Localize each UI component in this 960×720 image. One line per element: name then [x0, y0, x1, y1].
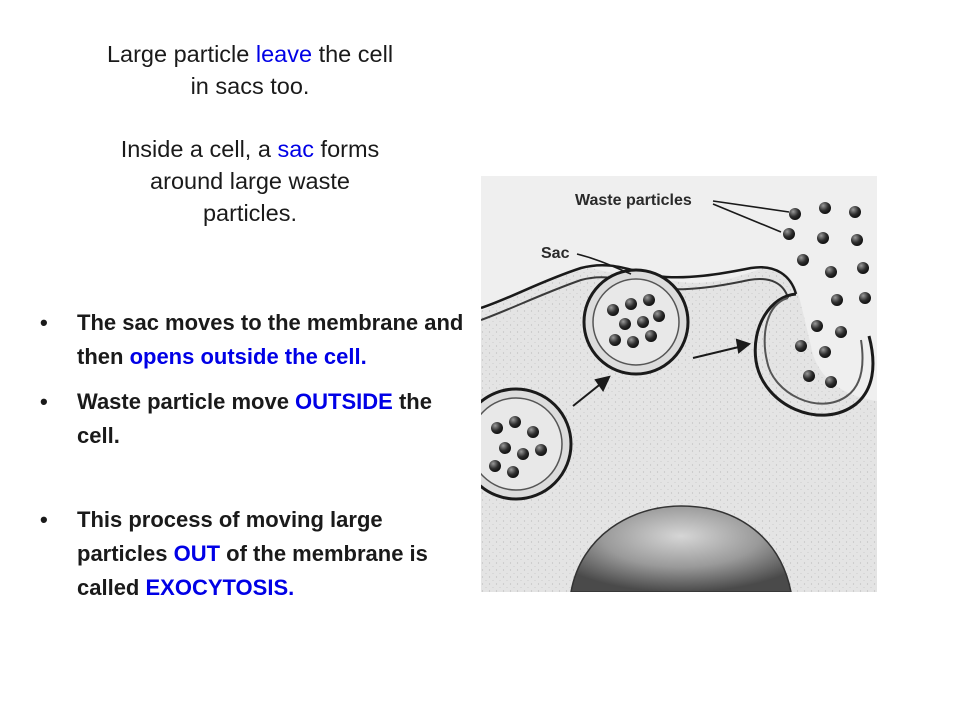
- label-waste-particles: Waste particles: [575, 192, 692, 209]
- highlight-leave: leave: [255, 41, 313, 67]
- title-line-4: around large waste: [150, 168, 350, 194]
- highlight-opens: opens outside the cell.: [129, 344, 367, 369]
- title-line-3: Inside a cell, a sac forms: [120, 136, 380, 162]
- bullet-item: • This process of moving large particles OUT of the membrane is called EXOCYTOSIS.: [40, 503, 470, 605]
- highlight-out: OUT: [173, 541, 221, 566]
- highlight-sac: sac: [277, 136, 315, 162]
- title-line-2: in sacs too.: [190, 73, 310, 99]
- slide-title: [40, 38, 460, 229]
- bullet-item: • Waste particle move OUTSIDE the cell.: [40, 385, 470, 453]
- title-line-5: particles.: [202, 200, 298, 226]
- title-line-1: Large particle leave the cell: [106, 41, 394, 67]
- highlight-outside: OUTSIDE: [295, 389, 393, 414]
- bullet-dot: •: [40, 389, 48, 414]
- exocytosis-diagram: [481, 176, 877, 592]
- label-sac: Sac: [541, 245, 570, 262]
- highlight-exocytosis: EXOCYTOSIS.: [145, 575, 295, 600]
- bullet-list: [40, 306, 470, 605]
- bullet-dot: •: [40, 310, 48, 335]
- bullet-dot: •: [40, 507, 48, 532]
- bullet-item: • The sac moves to the membrane and then opens outside the cell.: [40, 306, 470, 374]
